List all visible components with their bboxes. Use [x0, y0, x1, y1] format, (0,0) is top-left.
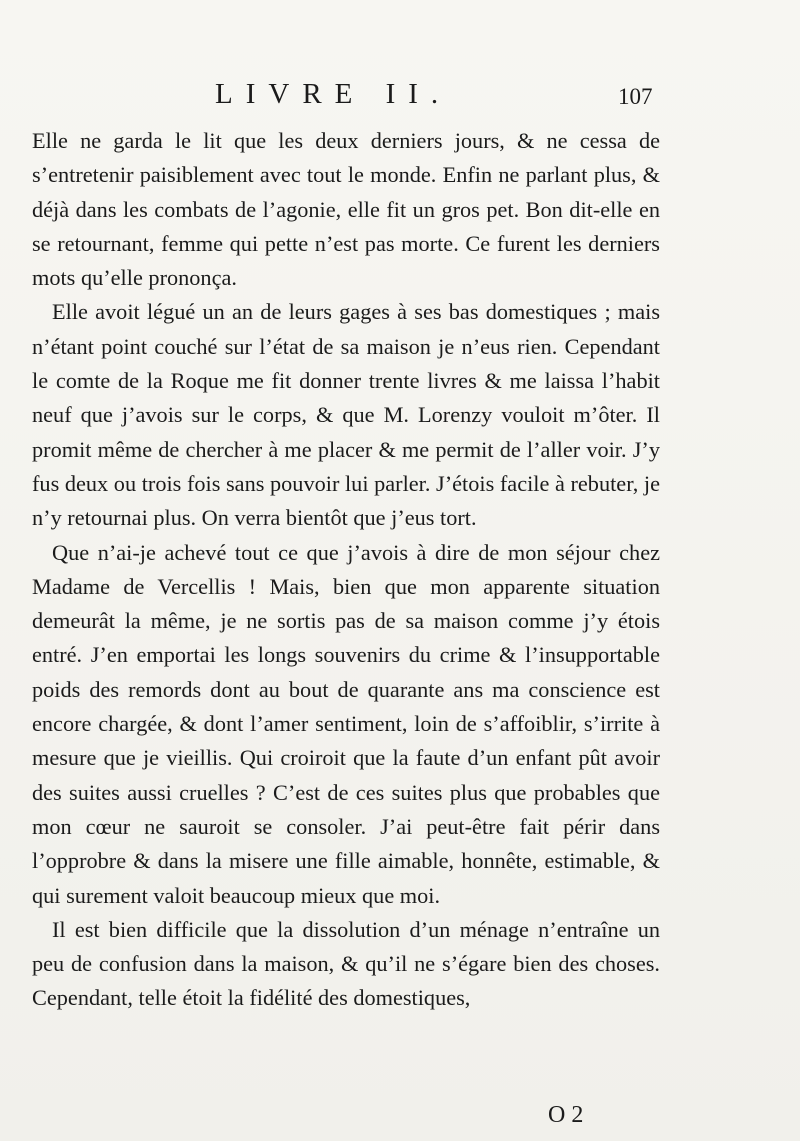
signature-mark: O 2 — [548, 1102, 584, 1128]
paragraph-1: Elle ne garda le lit que les deux derniers jours, & ne cessa de s’entretenir paisiblement avec tout le monde. Enfin ne parlant plus, & déjà dans les combats de l’agonie, elle fit un gros pet. Bon dit-elle en se retournant, femme qui pette n’est pas morte. Ce furent les derniers mots qu’elle prononça. — [32, 128, 660, 291]
paragraph-2: Elle avoit légué un an de leurs gages à ses bas domestiques ; mais n’étant point couché sur l’état de sa maison je n’eus rien. Cependant le comte de la Roque me fit donner trente livres & me laissa l’habit neuf que j’avois sur le corps, & que M. Lorenzy vouloit m’ôter. Il promit même de chercher à me placer & me permit de l’aller voir. J’y fus deux ou trois fois sans pouvoir lui parler. J’étois facile à rebuter, je n’y retournai plus. On verra bientôt que j’eus tort. — [32, 299, 660, 531]
page-header — [0, 74, 800, 114]
paragraph-4: Il est bien difficile que la dissolution d’un ménage n’entraîne un peu de confusion dans la maison, & qu’il ne s’égare bien des choses. Cependant, telle étoit la fidélité des domestiques, — [32, 916, 660, 1011]
body-text — [32, 124, 660, 1016]
running-title: LIVRE II. — [215, 78, 452, 110]
paragraph-3: Que n’ai-je achevé tout ce que j’avois à dire de mon séjour chez Madame de Vercellis ! Mais, bien que mon apparente situation demeurât la même, je ne sortis pas de sa maison comme j’y étois entré. J’en emportai les longs souvenirs du crime & l’insupportable poids des remords dont au bout de quarante ans ma conscience est encore chargée, & dont l’amer sentiment, loin de s’affoiblir, s’irrite à mesure que je vieillis. Qui croiroit que la faute d’un enfant pût avoir des suites aussi cruelles ? C’est de ces suites plus que probables que mon cœur ne sauroit se consoler. J’ai peut-être fait périr dans l’opprobre & dans la misere une fille aimable, honnête, estimable, & qui surement valoit beaucoup mieux que moi. — [32, 539, 660, 908]
page-number: 107 — [618, 84, 653, 109]
